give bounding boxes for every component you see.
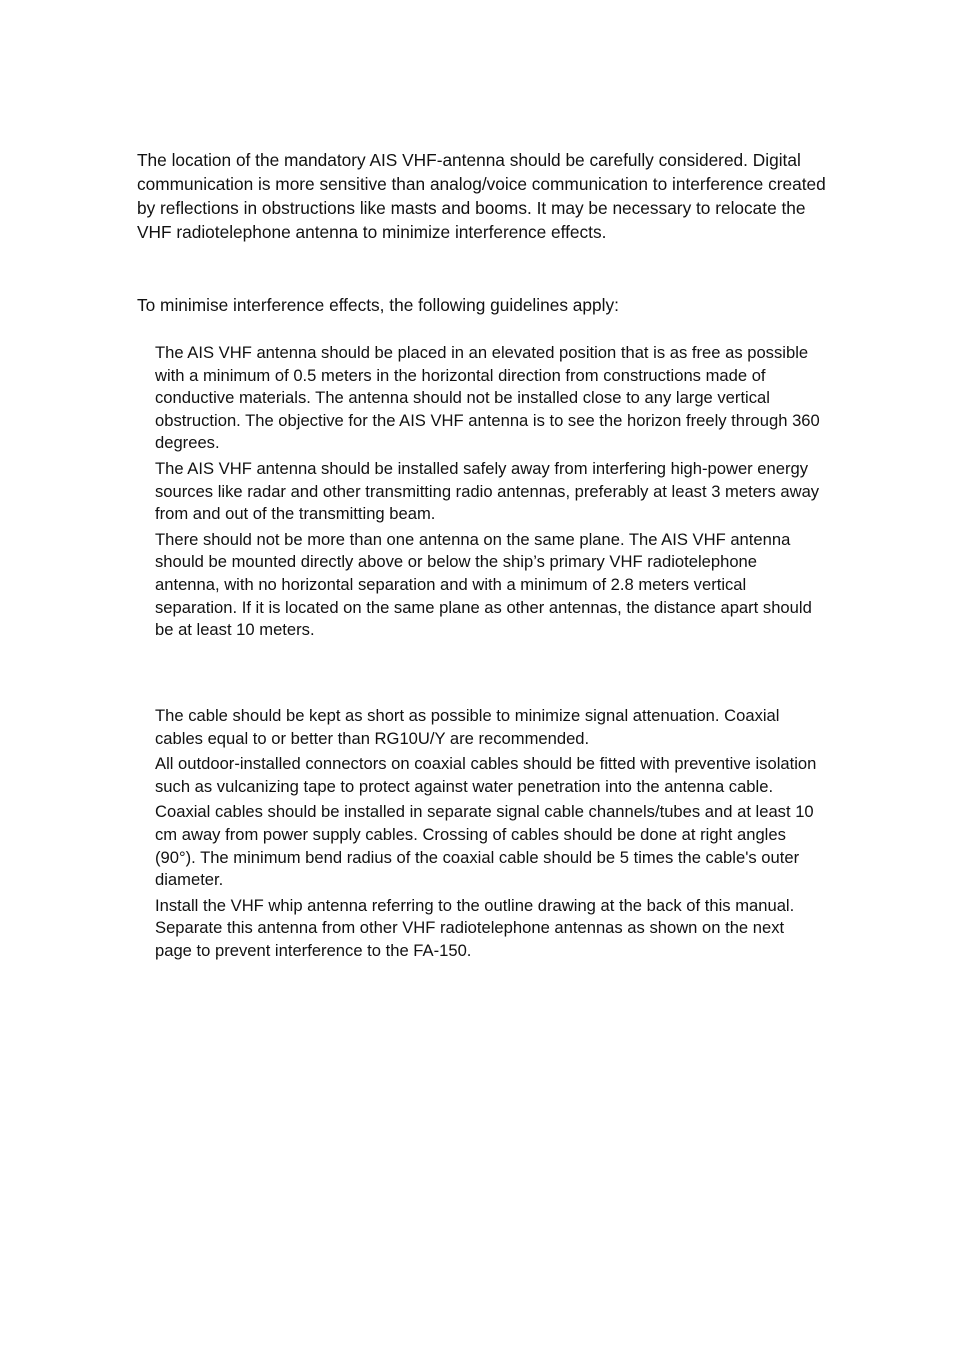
list-item: Coaxial cables should be installed in separate signal cable channels/tubes and at least 10 cm away from power supply cables. Crossing of cables should be done at right angles (90°). The minimum bend radius of the coaxial cable should be 5 times the cable's outer diameter. bbox=[155, 802, 814, 890]
list-item: Install the VHF whip antenna referring to the outline drawing at the back of this manual. Separate this antenna from other VHF radiotelephone antennas as shown on the next page to prevent interference to the FA-150. bbox=[155, 895, 795, 960]
list-item: The cable should be kept as short as possible to minimize signal attenuation. Coaxial cables equal to or better than RG10U/Y are recommended. bbox=[155, 706, 780, 748]
list-item: There should not be more than one antenna on the same plane. The AIS VHF antenna should be mounted directly above or below the ship’s primary VHF radiotelephone antenna, with no horizontal separation and with a minimum of 2.8 meters vertical separation. If it is located on the same plane as other antennas, the distance apart should be at least 10 meters. bbox=[155, 529, 812, 640]
list-item: The AIS VHF antenna should be placed in an elevated position that is as free as possible with a minimum of 0.5 meters in the horizontal direction from constructions made of conductive materials. The antenna should not be installed close to any large vertical obstruction. The objective for the AIS VHF antenna is to see the horizon freely through 360 degrees. bbox=[155, 343, 820, 453]
list-item: All outdoor-installed connectors on coaxial cables should be fitted with preventive isolation such as vulcanizing tape to protect against water penetration into the antenna cable. bbox=[155, 754, 817, 796]
list-item: The AIS VHF antenna should be installed safely away from interfering high-power energy sources like radar and other transmitting radio antennas, preferably at least 3 meters away from and out of the transmitting beam. bbox=[155, 458, 820, 524]
intro-paragraph: The location of the mandatory AIS VHF-antenna should be carefully considered. Digital communication is more sensitive than analog/voice communication to interference created by reflections in obstructions like masts and booms. It may be necessary to relocate the VHF radiotelephone antenna to minimize interference effects. bbox=[137, 150, 826, 242]
cable-guidelines-list bbox=[155, 705, 825, 966]
antenna-guidelines-list bbox=[155, 342, 825, 645]
guidelines-lead: To minimise interference effects, the following guidelines apply: bbox=[137, 295, 619, 315]
